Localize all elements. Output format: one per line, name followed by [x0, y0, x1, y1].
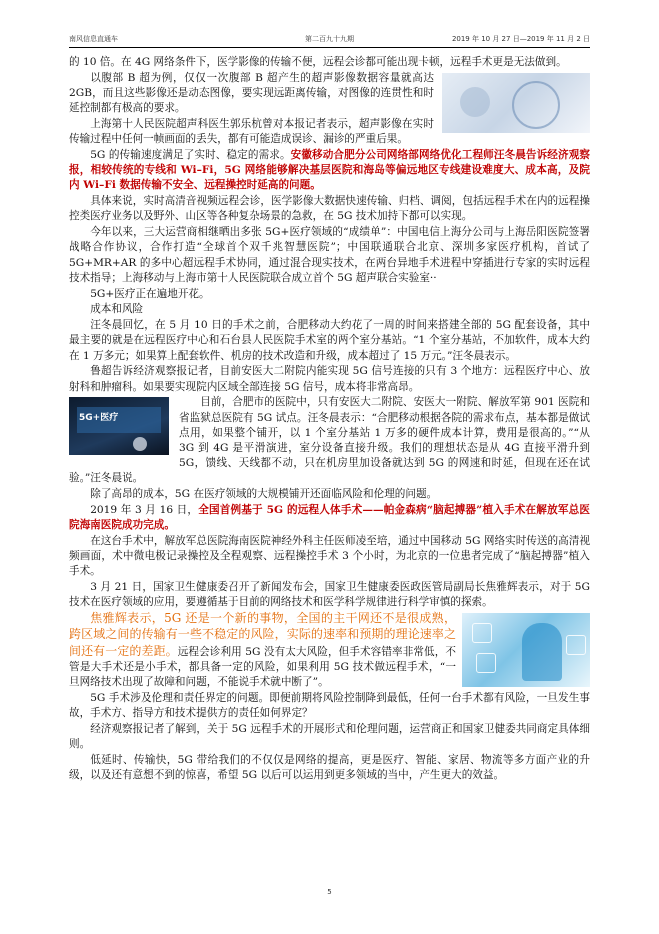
paragraph: 具体来说，实时高清音视频远程会诊，医学影像大数据快速传输、归档、调阅，包括远程手术在内的远程操控类医疗业务以及野外、山区等各种复杂场景的急救，在 5G 技术加持下都可以实现。 [69, 195, 590, 223]
paragraph-text: 5G 的传输速度满足了实时、稳定的需求。 [90, 149, 291, 161]
highlight-orange-text: 焦雅辉表示，5G 还是一个新的事物，全国的主干网还不是很成熟，跨区域之间的传输有一些不稳定的风险，实际的速率和预期的理论速率之间还有一定的差距。 [69, 611, 456, 658]
page-header [69, 33, 590, 48]
paragraph: 5G 手术涉及伦理和责任界定的问题。即便前期将风险控制降到最低，任何一台手术都有风险，一旦发生事故，手术方、指导方和技术提供方的责任如何界定？ [69, 691, 590, 720]
paragraph-text: 远程会诊利用 5G 没有太大风险，但手术容错率非常低，不管是大手术还是小手术，都具备一定的风险，如果利用 5G 技术做远程手术，“一旦网络技术出现了故障和问题，不能说手术就中断了”。 [69, 645, 456, 689]
paragraph: 的 10 倍。在 4G 网络条件下，医学影像的传输不便，远程会诊都可能出现卡顿，远程手术更是无法做到。 [69, 56, 567, 68]
article-body [69, 55, 590, 784]
header-publication: 南风信息直通车 [69, 35, 118, 43]
paragraph: 经济观察报记者了解到，关于 5G 远程手术的开展形式和伦理问题，运营商正和国家卫健委共同商定具体细则。 [69, 722, 590, 751]
paragraph: 汪冬晨回忆，在 5 月 10 日的手术之前，合肥移动大约花了一周的时间来搭建全部的 5G 配套设备，其中最主要的就是在远程医疗中心和石台县人民医院手术室的两个室分基站。“1 个室分基站，不加软件，成本大约在 1 万多元；如果算上配套软件、机房的技术改造和升级，成本超过了 15 万元。”汪冬晨表示。 [69, 319, 590, 362]
paragraph [69, 503, 590, 533]
ultrasound-image-icon [442, 73, 590, 133]
paragraph: 在这台手术中，解放军总医院海南医院神经外科主任医师凌至培，通过中国移动 5G 网络实时传送的高清视频画面，术中微电极记录操控及全程观察、远程操控手术 3 个小时，为北京的一位患者完成了“脑起搏器”植入手术。 [69, 535, 590, 578]
5g-event-image-icon [69, 397, 169, 455]
paragraph [69, 148, 590, 194]
paragraph: 5G+医疗正在遍地开花。 [90, 287, 210, 300]
paragraph: 鲁超告诉经济观察报记者，目前安医大二附院内能实现 5G 信号连接的只有 3 个地方：远程医疗中心、放射科和肿瘤科。如果要实现院内区域全部连接 5G 信号，成本将非常高昂。 [69, 365, 590, 393]
header-issue: 第二百九十九期 [305, 35, 354, 43]
paragraph: 除了高昂的成本，5G 在医疗领域的大规模铺开还面临风险和伦理的问题。 [90, 488, 438, 501]
paragraph: 以腹部 B 超为例，仅仅一次腹部 B 超产生的超声影像数据容量就高达 2GB，而且这些影像还是动态图像，要实现远距离传输，对图像的连贯性和时延控制都有极高的要求。 [69, 71, 434, 115]
paragraph-text: 2019 年 3 月 16 日， [90, 504, 199, 517]
paragraph: 目前，合肥市的医院中，只有安医大二附院、安医大一附院、解放军第 901 医院和省监狱总医院有 5G 试点。汪冬晨表示：“合肥移动根据各院的需求布点，基本都是做试点用，如果整个铺开，以 1 个室分基站 1 万多的硬件成本计算，费用是很高的。”“从 3G 到 4G 是平滑演进，室分设备直接升级。我们的理想状态是从 4G 直接平滑升到 5G，馈线、天线都不动，只在机房里加设备就达到 5G 的网速和时延，但现在还在试验。”汪冬晨说。 [69, 396, 590, 485]
paragraph: 上海第十人民医院超声科医生郭乐杭曾对本报记者表示，超声影像在实时传输过程中任何一帧画面的丢失，都有可能造成误诊、漏诊的严重后果。 [69, 118, 434, 146]
highlight-red-text: 安徽移动合肥分公司网络部网络优化工程师汪冬晨告诉经济观察报，相较传统的专线和 Wi–Fi，5G 网络能够解决基层医院和海岛等偏远地区专线建设难度大、成本高，及院内 Wi–Fi 数据传输不安全、远程操控时延高的问题。 [69, 149, 590, 192]
page-number: 5 [327, 888, 332, 896]
paragraph: 今年以来，三大运营商相继晒出多张 5G+医疗领域的“成绩单”：中国电信上海分公司与上海岳阳医院签署战略合作协议，合作打造“全球首个双千兆智慧医院”；中国联通联合北京、深圳多家医疗机构，首试了 5G+MR+AR 的多中心超远程手术协同，通过混合现实技术，在两台异地手术进程中穿插进行专家的实时远程技术指导；上海移动与上海市第十人民医院联合成立首个 5G 超声联合实验室·· [69, 226, 590, 284]
paragraph: 低延时、传输快，5G 带给我们的不仅仅是网络的提高，更是医疗、智能、家居、物流等多方面产业的升级，以及还有意想不到的惊喜，希望 5G 以后可以运用到更多领域的当中，产生更大的效益。 [69, 753, 590, 782]
header-date-range: 2019 年 10 月 27 日—2019 年 11 月 2 日 [451, 35, 590, 43]
medical-tech-image-icon [462, 613, 590, 687]
highlight-red-text: 全国首例基于 5G 的远程人体手术——帕金森病“脑起搏器”植入手术在解放军总医院海南医院成功完成。 [69, 504, 590, 532]
image-caption-text: 5G+医疗 [79, 413, 119, 424]
section-heading: 成本和风险 [90, 303, 144, 316]
paragraph: 3 月 21 日，国家卫生健康委召开了新闻发布会，国家卫生健康委医政医管局副局长焦雅辉表示，对于 5G 技术在医疗领域的应用，要遵循基于目前的网络技术和医学科学规律进行科学审慎的探索。 [69, 581, 590, 609]
